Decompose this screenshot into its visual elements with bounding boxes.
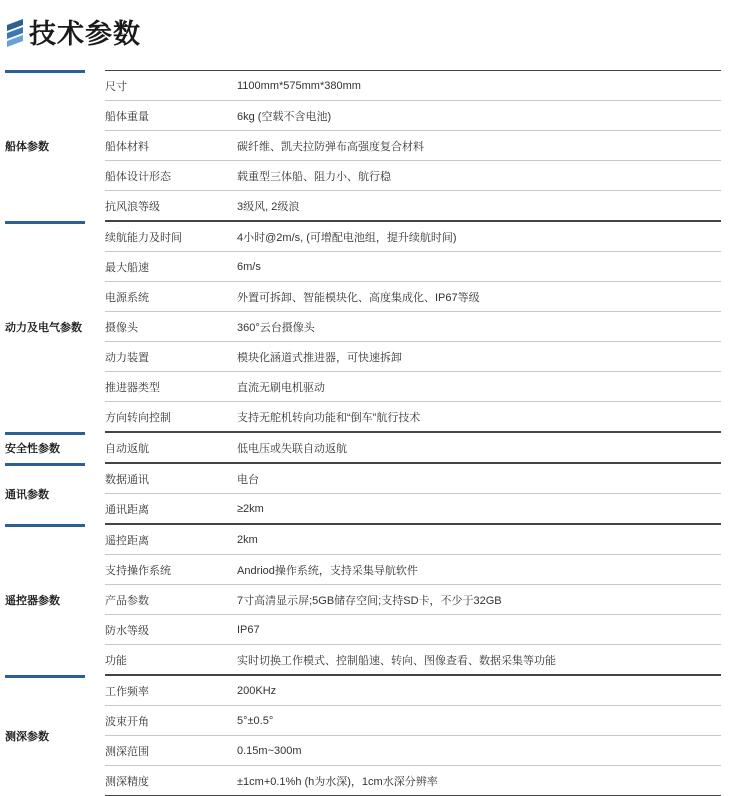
- param-name: 最大船速: [105, 261, 149, 274]
- spec-group: [5, 432, 721, 463]
- spec-group: [5, 524, 721, 675]
- group-label: 安全性参数: [5, 432, 85, 463]
- group-label: 船体参数: [5, 70, 85, 221]
- group-rows: [105, 463, 721, 524]
- param-name: 动力装置: [105, 351, 149, 364]
- param-name: 波束开角: [105, 715, 149, 728]
- table-row: [105, 585, 721, 615]
- param-value: 实时切换工作模式、控制船速、转向、图像查看、数据采集等功能: [237, 654, 556, 667]
- spec-table: [5, 70, 721, 796]
- table-row: [105, 222, 721, 252]
- param-value: 0.15m~300m: [237, 744, 302, 757]
- group-rows: [105, 70, 721, 221]
- param-value: 低电压或失联自动返航: [237, 442, 347, 455]
- table-row: [105, 402, 721, 432]
- group-label: 遥控器参数: [5, 524, 85, 675]
- param-value: 直流无刷电机驱动: [237, 381, 325, 394]
- group-label: 测深参数: [5, 675, 85, 796]
- group-rows: [105, 221, 721, 432]
- param-value: 外置可拆卸、智能模块化、高度集成化、IP67等级: [237, 291, 480, 304]
- page-title: 技术参数: [29, 19, 141, 49]
- table-row: [105, 706, 721, 736]
- table-row: [105, 342, 721, 372]
- param-name: 船体重量: [105, 110, 149, 123]
- param-value: 200KHz: [237, 684, 277, 697]
- spec-group: [5, 70, 721, 221]
- param-name: 摄像头: [105, 321, 138, 334]
- table-row: [105, 766, 721, 796]
- table-row: [105, 312, 721, 342]
- param-name: 方向转向控制: [105, 411, 171, 424]
- group-rows: [105, 432, 721, 463]
- param-name: 测深范围: [105, 745, 149, 758]
- param-name: 支持操作系统: [105, 564, 171, 577]
- param-name: 推进器类型: [105, 381, 160, 394]
- param-value: 2km: [237, 533, 258, 546]
- param-value: ±1cm+0.1%h (h为水深)，1cm水深分辨率: [237, 775, 438, 788]
- param-value: 5°±0.5°: [237, 714, 274, 727]
- param-name: 测深精度: [105, 775, 149, 788]
- param-name: 抗风浪等级: [105, 200, 160, 213]
- spec-group: [5, 675, 721, 796]
- group-rows: [105, 524, 721, 675]
- group-label: 通讯参数: [5, 463, 85, 524]
- param-value: 电台: [237, 473, 259, 486]
- param-value: 6m/s: [237, 260, 261, 273]
- table-row: [105, 525, 721, 555]
- param-value: 载重型三体船、阻力小、航行稳: [237, 170, 391, 183]
- param-name: 自动返航: [105, 442, 149, 455]
- spec-group: [5, 463, 721, 524]
- param-name: 数据通讯: [105, 473, 149, 486]
- param-name: 产品参数: [105, 594, 149, 607]
- table-row: [105, 645, 721, 675]
- param-value: 3级风, 2级浪: [237, 200, 300, 213]
- table-row: [105, 372, 721, 402]
- table-row: [105, 191, 721, 221]
- group-rows: [105, 675, 721, 796]
- param-value: ≥2km: [237, 502, 264, 515]
- table-row: [105, 555, 721, 585]
- table-row: [105, 71, 721, 101]
- table-row: [105, 282, 721, 312]
- param-value: 4小时@2m/s, (可增配电池组，提升续航时间): [237, 231, 457, 244]
- spec-group: [5, 221, 721, 432]
- page-header: [5, 14, 141, 54]
- param-name: 防水等级: [105, 624, 149, 637]
- param-name: 船体材料: [105, 140, 149, 153]
- param-value: 模块化涵道式推进器，可快速拆卸: [237, 351, 402, 364]
- param-name: 尺寸: [105, 80, 127, 93]
- param-value: 1100mm*575mm*380mm: [237, 79, 361, 92]
- table-row: [105, 615, 721, 645]
- table-row: [105, 676, 721, 706]
- param-value: 360°云台摄像头: [237, 321, 315, 334]
- param-name: 船体设计形态: [105, 170, 171, 183]
- table-row: [105, 464, 721, 494]
- table-row: [105, 131, 721, 161]
- table-row: [105, 101, 721, 131]
- group-label: 动力及电气参数: [5, 221, 85, 432]
- table-row: [105, 252, 721, 282]
- param-value: 碳纤维、凯夫拉防弹布高强度复合材料: [237, 140, 424, 153]
- param-value: 6kg (空载不含电池): [237, 110, 332, 123]
- param-value: 7寸高清显示屏;5GB储存空间;支持SD卡，不少于32GB: [237, 594, 502, 607]
- param-name: 功能: [105, 654, 127, 667]
- table-row: [105, 433, 721, 463]
- param-value: IP67: [237, 623, 260, 636]
- table-row: [105, 736, 721, 766]
- param-name: 遥控距离: [105, 534, 149, 547]
- logo-icon: [5, 17, 25, 51]
- param-name: 工作频率: [105, 685, 149, 698]
- param-name: 通讯距离: [105, 503, 149, 516]
- param-value: Andriod操作系统，支持采集导航软件: [237, 564, 418, 577]
- table-row: [105, 494, 721, 524]
- param-name: 电源系统: [105, 291, 149, 304]
- param-name: 续航能力及时间: [105, 231, 182, 244]
- table-row: [105, 161, 721, 191]
- param-value: 支持无舵机转向功能和“倒车”航行技术: [237, 411, 421, 424]
